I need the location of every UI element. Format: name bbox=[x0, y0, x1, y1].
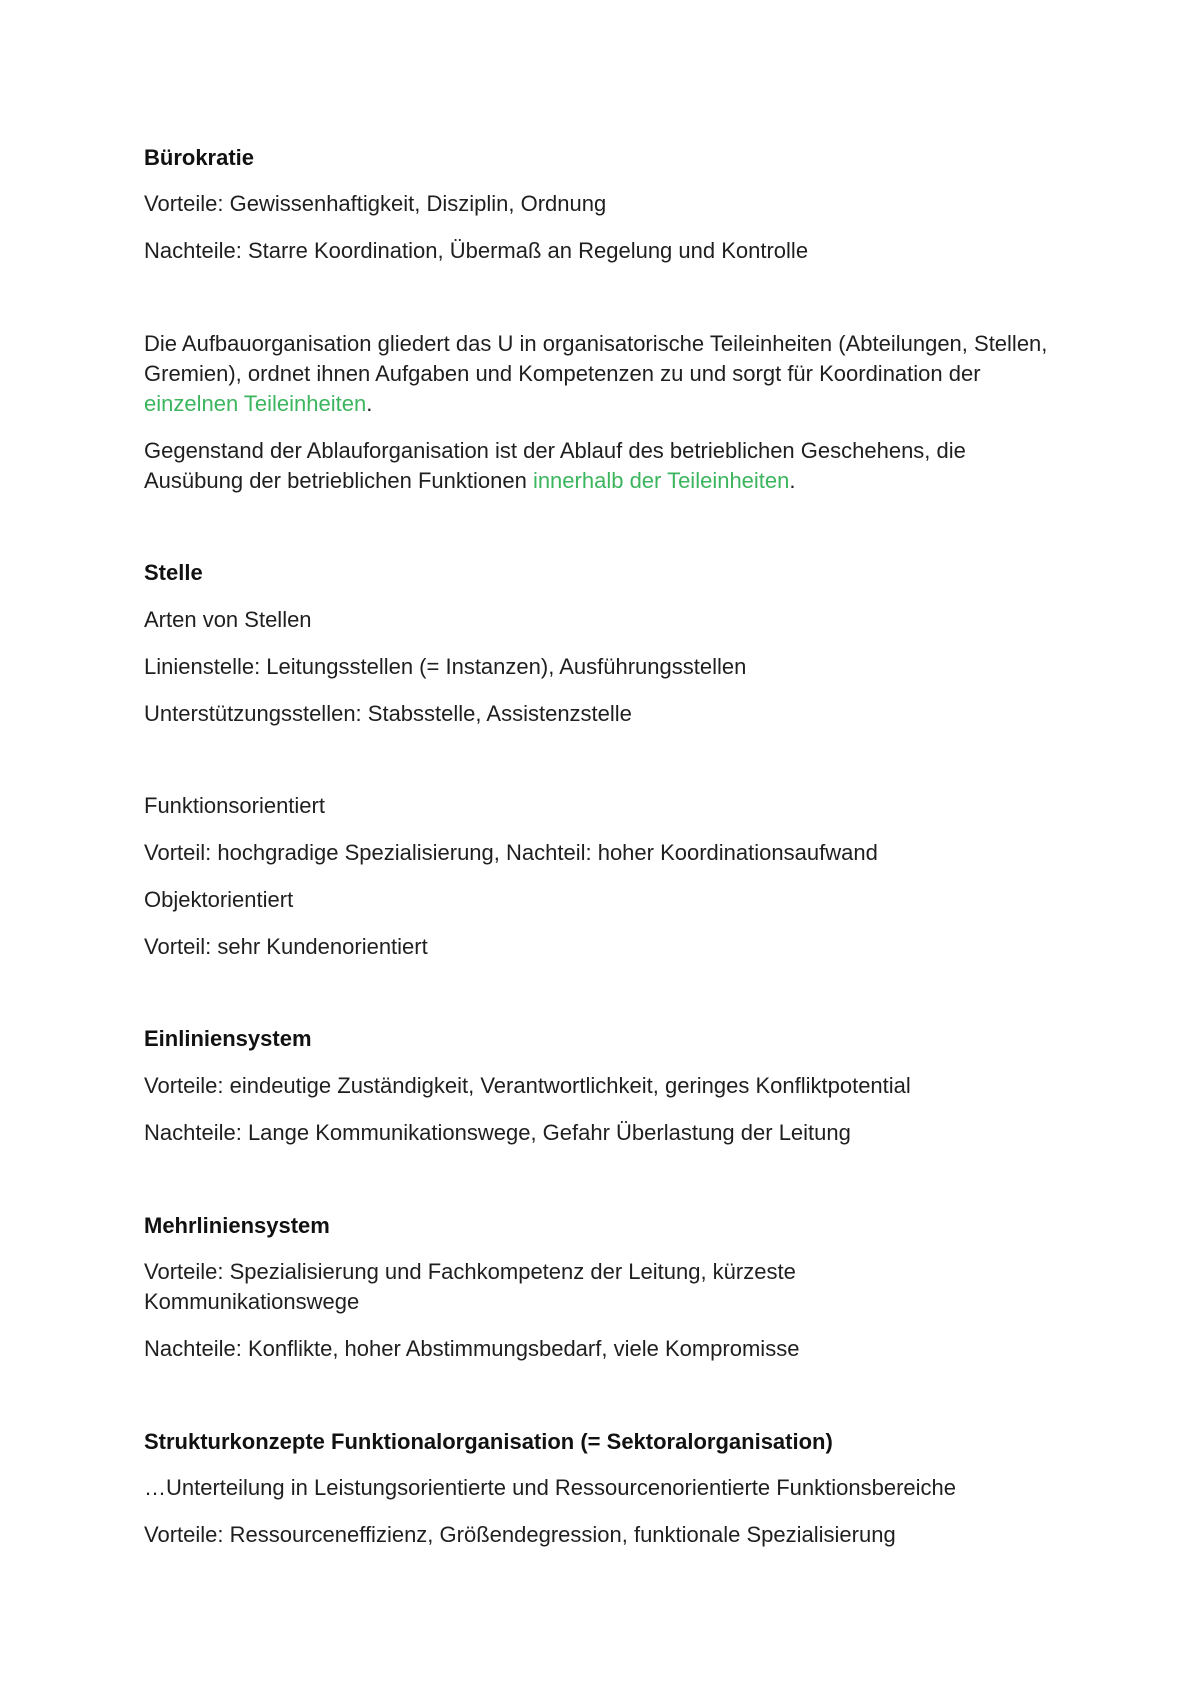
ablauf-highlight: innerhalb der Teileinheiten bbox=[532, 468, 790, 493]
paragraph-ablauforganisation bbox=[144, 436, 1064, 496]
heading-buerokratie: Bürokratie bbox=[144, 145, 255, 170]
funktionsorientiert-detail: Vorteil: hochgradige Spezialisierung, Nachteil: hoher Koordinationsaufwand bbox=[144, 840, 878, 865]
ablauf-text: Gegenstand der Ablauforganisation ist der Ablauf des betrieblichen Geschehens, die Ausübung der betrieblichen Funktionen bbox=[144, 438, 966, 493]
stelle-arten: Arten von Stellen bbox=[144, 607, 312, 632]
mehrlinien-vorteile: Vorteile: Spezialisierung und Fachkompetenz der Leitung, kürzeste Kommunikationswege bbox=[144, 1259, 796, 1314]
heading-stelle: Stelle bbox=[144, 560, 203, 585]
aufbau-text-end: . bbox=[366, 391, 373, 416]
heading-mehrliniensystem: Mehrliniensystem bbox=[144, 1213, 330, 1238]
objektorientiert-detail: Vorteil: sehr Kundenorientiert bbox=[144, 934, 428, 959]
buerokratie-vorteile: Vorteile: Gewissenhaftigkeit, Disziplin, Ordnung bbox=[144, 191, 607, 216]
heading-strukturkonzepte: Strukturkonzepte Funktionalorganisation (= Sektoralorganisation) bbox=[144, 1429, 833, 1454]
stelle-linienstelle: Linienstelle: Leitungsstellen (= Instanzen), Ausführungsstellen bbox=[144, 654, 747, 679]
buerokratie-nachteile: Nachteile: Starre Koordination, Übermaß an Regelung und Kontrolle bbox=[144, 238, 809, 263]
aufbau-text: Die Aufbauorganisation gliedert das U in organisatorische Teileinheiten (Abteilungen, Stellen, Gremien), ordnet ihnen Aufgaben und Kompetenzen zu und sorgt für Koordination der bbox=[144, 331, 1048, 386]
aufbau-highlight: einzelnen Teileinheiten bbox=[144, 391, 367, 416]
ablauf-text-end: . bbox=[789, 468, 796, 493]
objektorientiert-label: Objektorientiert bbox=[144, 887, 294, 912]
einlinien-vorteile: Vorteile: eindeutige Zuständigkeit, Verantwortlichkeit, geringes Konfliktpotential bbox=[144, 1073, 911, 1098]
struktur-vorteile: Vorteile: Ressourceneffizienz, Größendegression, funktionale Spezialisierung bbox=[144, 1522, 896, 1547]
paragraph-aufbauorganisation bbox=[144, 329, 1064, 419]
einlinien-nachteile: Nachteile: Lange Kommunikationswege, Gefahr Überlastung der Leitung bbox=[144, 1120, 851, 1145]
stelle-unterstuetzung: Unterstützungsstellen: Stabsstelle, Assistenzstelle bbox=[144, 701, 632, 726]
struktur-unterteilung: …Unterteilung in Leistungsorientierte und Ressourcenorientierte Funktionsbereiche bbox=[144, 1475, 957, 1500]
funktionsorientiert-label: Funktionsorientiert bbox=[144, 793, 325, 818]
mehrlinien-nachteile: Nachteile: Konflikte, hoher Abstimmungsbedarf, viele Kompromisse bbox=[144, 1336, 800, 1361]
heading-einliniensystem: Einliniensystem bbox=[144, 1026, 312, 1051]
